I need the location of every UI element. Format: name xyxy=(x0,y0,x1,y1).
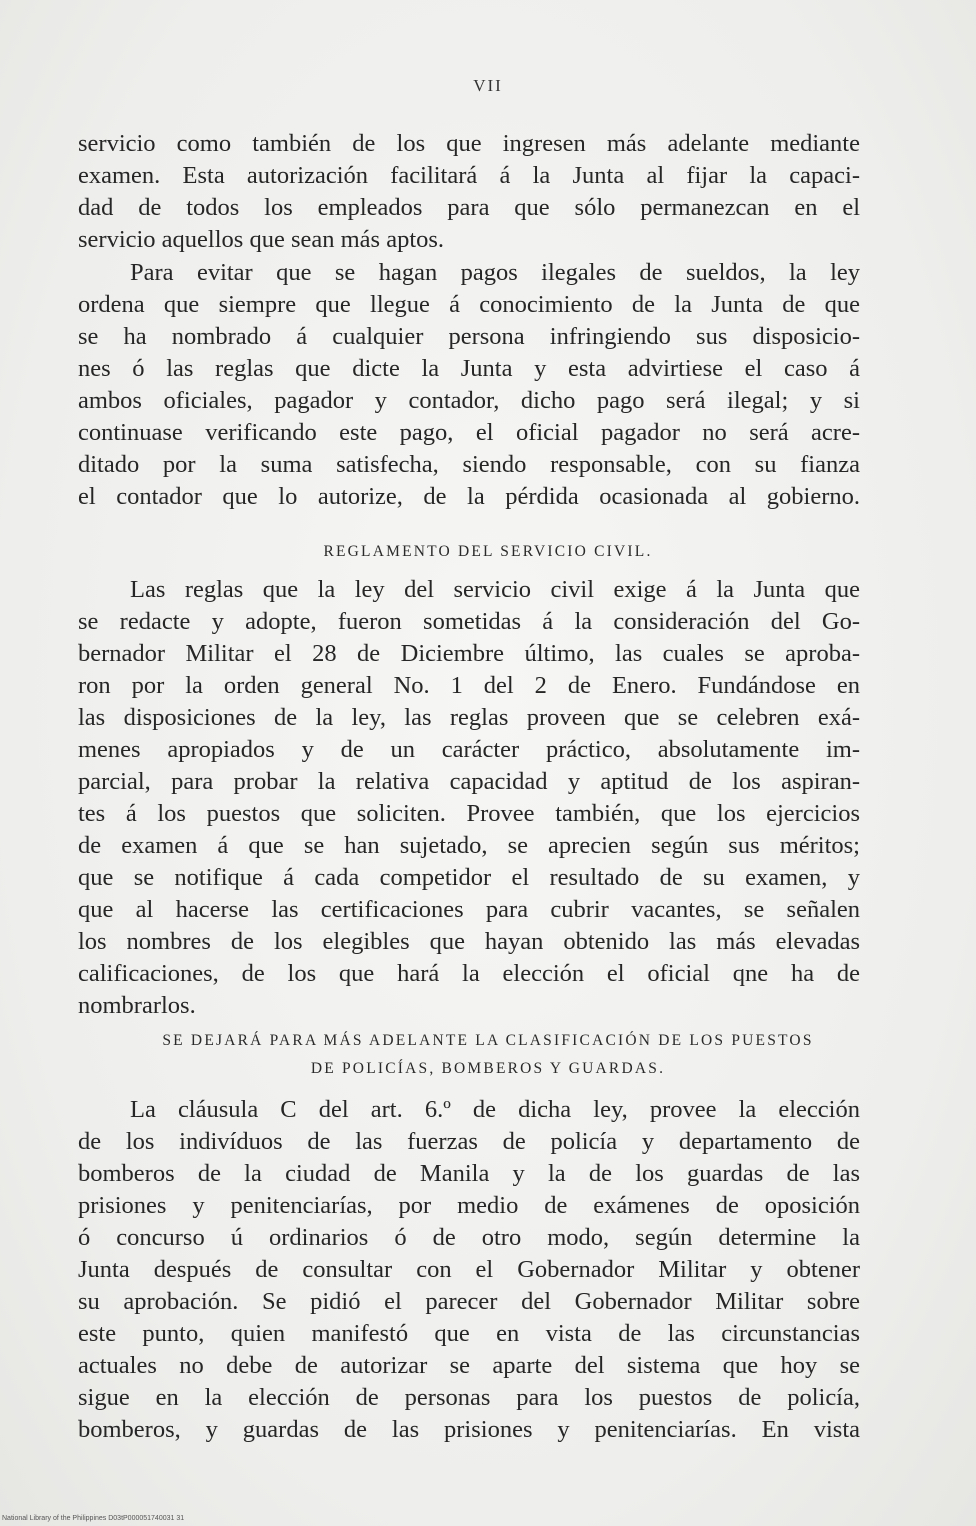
text-line: que se notifique á cada competidor el resultado de su examen, y xyxy=(78,864,860,891)
text-line: dad de todos los empleados para que sólo permanezcan en el xyxy=(78,194,860,221)
text-line: calificaciones, de los que hará la elección el oficial qne ha de xyxy=(78,960,860,987)
text-line: menes apropiados y de un carácter práctico, absolutamente im- xyxy=(78,736,860,763)
text-line: tes á los puestos que soliciten. Provee también, que los ejercicios xyxy=(78,800,860,827)
section-heading: SE DEJARÁ PARA MÁS ADELANTE LA CLASIFICACIÓN DE LOS PUESTOS xyxy=(162,1032,814,1049)
text-line: bernador Militar el 28 de Diciembre último, las cuales se aproba- xyxy=(78,640,860,667)
text-line: Junta después de consultar con el Gobernador Militar y obtener xyxy=(78,1256,860,1283)
text-line: nes ó las reglas que dicte la Junta y esta advirtiese el caso á xyxy=(78,355,860,382)
text-line: ambos oficiales, pagador y contador, dicho pago será ilegal; y si xyxy=(78,387,860,414)
text-line: este punto, quien manifestó que en vista de las circunstancias xyxy=(78,1320,860,1347)
library-footer-note: National Library of the Philippines D03tP000051740031 31 xyxy=(2,1515,185,1522)
text-line: de examen á que se han sujetado, se aprecien según sus méritos; xyxy=(78,832,860,859)
page-number: VII xyxy=(473,76,503,95)
text-line: Las reglas que la ley del servicio civil exige á la Junta que xyxy=(130,576,860,603)
text-line: el contador que lo autorize, de la pérdida ocasionada al gobierno. xyxy=(78,483,860,510)
text-line: nombrarlos. xyxy=(78,992,196,1019)
section-heading: DE POLICÍAS, BOMBEROS Y GUARDAS. xyxy=(310,1060,666,1077)
text-line: que al hacerse las certificaciones para cubrir vacantes, se señalen xyxy=(78,896,860,923)
text-line: prisiones y penitenciarías, por medio de exámenes de oposición xyxy=(78,1192,860,1219)
text-line: continuase verificando este pago, el oficial pagador no será acre- xyxy=(78,419,860,446)
text-line: los nombres de los elegibles que hayan obtenido las más elevadas xyxy=(78,928,860,955)
text-line: Para evitar que se hagan pagos ilegales de sueldos, la ley xyxy=(130,259,860,286)
text-line: actuales no debe de autorizar se aparte del sistema que hoy se xyxy=(78,1352,860,1379)
section-heading: REGLAMENTO DEL SERVICIO CIVIL. xyxy=(323,543,653,560)
text-line: La cláusula C del art. 6.º de dicha ley, provee la elección xyxy=(130,1096,860,1123)
text-line: parcial, para probar la relativa capacidad y aptitud de los aspiran- xyxy=(78,768,860,795)
text-line: de los indivíduos de las fuerzas de policía y departamento de xyxy=(78,1128,860,1155)
text-line: ditado por la suma satisfecha, siendo responsable, con su fianza xyxy=(78,451,860,478)
text-line: bomberos de la ciudad de Manila y la de los guardas de las xyxy=(78,1160,860,1187)
text-line: examen. Esta autorización facilitará á la Junta al fijar la capaci- xyxy=(78,162,860,189)
text-line: servicio aquellos que sean más aptos. xyxy=(78,226,445,253)
text-line: se ha nombrado á cualquier persona infringiendo sus disposicio- xyxy=(78,323,860,350)
text-line: servicio como también de los que ingresen más adelante mediante xyxy=(78,130,860,157)
text-line: las disposiciones de la ley, las reglas proveen que se celebren exá- xyxy=(78,704,860,731)
text-line: ron por la orden general No. 1 del 2 de Enero. Fundándose en xyxy=(78,672,860,699)
text-line: ordena que siempre que llegue á conocimiento de la Junta de que xyxy=(78,291,860,318)
text-line: se redacte y adopte, fueron sometidas á la consideración del Go- xyxy=(78,608,860,635)
text-line: bomberos, y guardas de las prisiones y penitenciarías. En vista xyxy=(78,1416,860,1443)
text-line: su aprobación. Se pidió el parecer del Gobernador Militar sobre xyxy=(78,1288,860,1315)
text-line: ó concurso ú ordinarios ó de otro modo, según determine la xyxy=(78,1224,860,1251)
text-line: sigue en la elección de personas para los puestos de policía, xyxy=(78,1384,860,1411)
